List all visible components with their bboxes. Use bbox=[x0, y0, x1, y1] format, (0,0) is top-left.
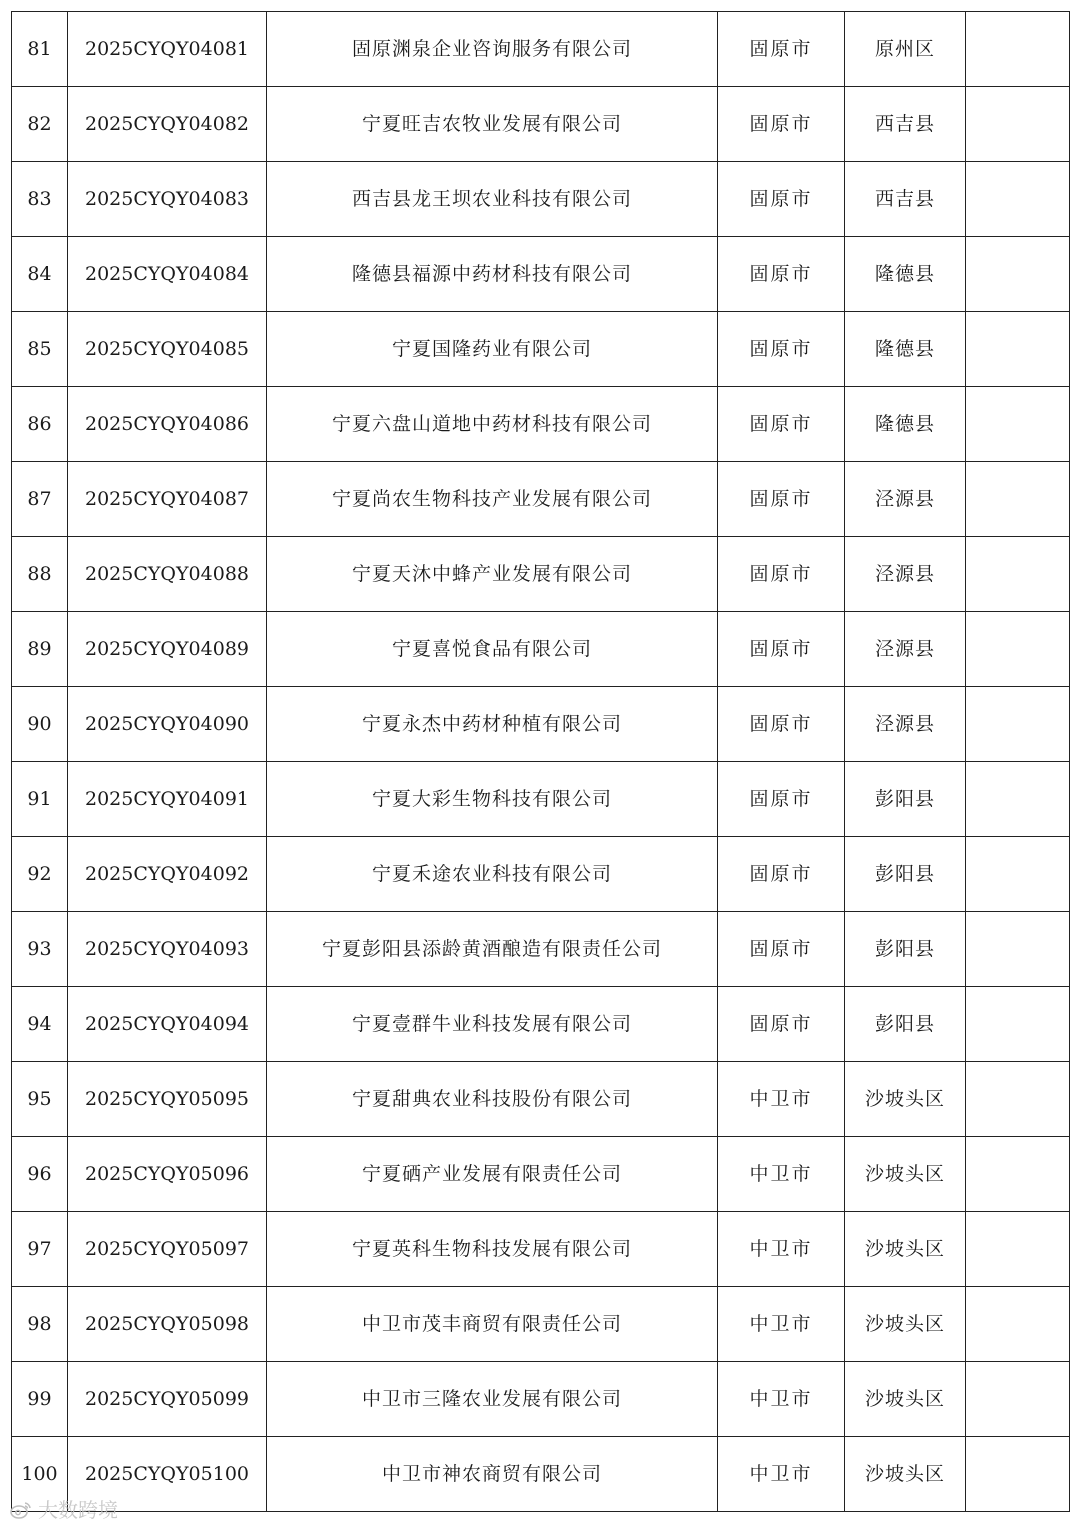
city-name: 固原市 bbox=[718, 312, 845, 387]
city-name: 固原市 bbox=[718, 687, 845, 762]
note-cell bbox=[966, 162, 1070, 237]
table-row bbox=[12, 87, 1070, 162]
city-name: 固原市 bbox=[718, 87, 845, 162]
company-name: 宁夏天沐中蜂产业发展有限公司 bbox=[267, 537, 718, 612]
row-index: 96 bbox=[12, 1137, 68, 1212]
district-name: 彭阳县 bbox=[845, 762, 966, 837]
district-name: 西吉县 bbox=[845, 162, 966, 237]
weibo-icon bbox=[10, 1500, 32, 1518]
company-name: 宁夏尚农生物科技产业发展有限公司 bbox=[267, 462, 718, 537]
district-name: 西吉县 bbox=[845, 87, 966, 162]
company-name: 宁夏国隆药业有限公司 bbox=[267, 312, 718, 387]
district-name: 原州区 bbox=[845, 12, 966, 87]
row-index: 98 bbox=[12, 1287, 68, 1362]
city-name: 中卫市 bbox=[718, 1362, 845, 1437]
table-row bbox=[12, 462, 1070, 537]
city-name: 固原市 bbox=[718, 612, 845, 687]
table-row bbox=[12, 162, 1070, 237]
district-name: 泾源县 bbox=[845, 687, 966, 762]
company-name: 宁夏旺吉农牧业发展有限公司 bbox=[267, 87, 718, 162]
table-row bbox=[12, 687, 1070, 762]
company-code: 2025CYQY04086 bbox=[68, 387, 267, 462]
row-index: 86 bbox=[12, 387, 68, 462]
note-cell bbox=[966, 87, 1070, 162]
note-cell bbox=[966, 987, 1070, 1062]
note-cell bbox=[966, 912, 1070, 987]
district-name: 泾源县 bbox=[845, 612, 966, 687]
company-name: 宁夏硒产业发展有限责任公司 bbox=[267, 1137, 718, 1212]
row-index: 84 bbox=[12, 237, 68, 312]
company-name: 宁夏英科生物科技发展有限公司 bbox=[267, 1212, 718, 1287]
company-code: 2025CYQY04093 bbox=[68, 912, 267, 987]
row-index: 94 bbox=[12, 987, 68, 1062]
city-name: 中卫市 bbox=[718, 1212, 845, 1287]
city-name: 固原市 bbox=[718, 387, 845, 462]
table-row bbox=[12, 912, 1070, 987]
company-code: 2025CYQY04090 bbox=[68, 687, 267, 762]
row-index: 93 bbox=[12, 912, 68, 987]
city-name: 中卫市 bbox=[718, 1062, 845, 1137]
table-body bbox=[12, 12, 1070, 1512]
table-row bbox=[12, 762, 1070, 837]
note-cell bbox=[966, 537, 1070, 612]
company-name: 中卫市三隆农业发展有限公司 bbox=[267, 1362, 718, 1437]
district-name: 隆德县 bbox=[845, 237, 966, 312]
company-code: 2025CYQY05098 bbox=[68, 1287, 267, 1362]
table-row bbox=[12, 237, 1070, 312]
city-name: 固原市 bbox=[718, 837, 845, 912]
company-name: 宁夏六盘山道地中药材科技有限公司 bbox=[267, 387, 718, 462]
note-cell bbox=[966, 1137, 1070, 1212]
row-index: 99 bbox=[12, 1362, 68, 1437]
district-name: 沙坡头区 bbox=[845, 1287, 966, 1362]
district-name: 泾源县 bbox=[845, 537, 966, 612]
table-row bbox=[12, 312, 1070, 387]
company-name: 宁夏永杰中药材种植有限公司 bbox=[267, 687, 718, 762]
table-row bbox=[12, 1062, 1070, 1137]
company-code: 2025CYQY05095 bbox=[68, 1062, 267, 1137]
row-index: 92 bbox=[12, 837, 68, 912]
district-name: 隆德县 bbox=[845, 312, 966, 387]
company-code: 2025CYQY04084 bbox=[68, 237, 267, 312]
city-name: 固原市 bbox=[718, 12, 845, 87]
city-name: 中卫市 bbox=[718, 1437, 845, 1512]
city-name: 固原市 bbox=[718, 462, 845, 537]
note-cell bbox=[966, 1062, 1070, 1137]
district-name: 沙坡头区 bbox=[845, 1437, 966, 1512]
row-index: 83 bbox=[12, 162, 68, 237]
city-name: 中卫市 bbox=[718, 1287, 845, 1362]
company-name: 宁夏大彩生物科技有限公司 bbox=[267, 762, 718, 837]
company-code: 2025CYQY05100 bbox=[68, 1437, 267, 1512]
row-index: 91 bbox=[12, 762, 68, 837]
table-row bbox=[12, 837, 1070, 912]
row-index: 85 bbox=[12, 312, 68, 387]
note-cell bbox=[966, 12, 1070, 87]
note-cell bbox=[966, 687, 1070, 762]
note-cell bbox=[966, 837, 1070, 912]
company-name: 宁夏壹群牛业科技发展有限公司 bbox=[267, 987, 718, 1062]
table-row bbox=[12, 12, 1070, 87]
table-row bbox=[12, 1437, 1070, 1512]
district-name: 沙坡头区 bbox=[845, 1362, 966, 1437]
district-name: 彭阳县 bbox=[845, 912, 966, 987]
row-index: 89 bbox=[12, 612, 68, 687]
company-code: 2025CYQY04085 bbox=[68, 312, 267, 387]
company-code: 2025CYQY04087 bbox=[68, 462, 267, 537]
table-row bbox=[12, 987, 1070, 1062]
table-row bbox=[12, 1137, 1070, 1212]
table-row bbox=[12, 387, 1070, 462]
company-code: 2025CYQY04092 bbox=[68, 837, 267, 912]
watermark bbox=[10, 1494, 118, 1523]
table-row bbox=[12, 1287, 1070, 1362]
row-index: 97 bbox=[12, 1212, 68, 1287]
city-name: 固原市 bbox=[718, 237, 845, 312]
note-cell bbox=[966, 387, 1070, 462]
district-name: 隆德县 bbox=[845, 387, 966, 462]
company-code: 2025CYQY04091 bbox=[68, 762, 267, 837]
note-cell bbox=[966, 312, 1070, 387]
company-code: 2025CYQY04088 bbox=[68, 537, 267, 612]
district-name: 沙坡头区 bbox=[845, 1062, 966, 1137]
note-cell bbox=[966, 1212, 1070, 1287]
company-name: 宁夏甜典农业科技股份有限公司 bbox=[267, 1062, 718, 1137]
company-name: 宁夏彭阳县添龄黄酒酿造有限责任公司 bbox=[267, 912, 718, 987]
table-row bbox=[12, 537, 1070, 612]
table-row bbox=[12, 1362, 1070, 1437]
district-name: 彭阳县 bbox=[845, 987, 966, 1062]
company-code: 2025CYQY04089 bbox=[68, 612, 267, 687]
row-index: 82 bbox=[12, 87, 68, 162]
city-name: 中卫市 bbox=[718, 1137, 845, 1212]
company-name: 固原渊泉企业咨询服务有限公司 bbox=[267, 12, 718, 87]
company-code: 2025CYQY04094 bbox=[68, 987, 267, 1062]
table-row bbox=[12, 612, 1070, 687]
company-name: 宁夏禾途农业科技有限公司 bbox=[267, 837, 718, 912]
row-index: 95 bbox=[12, 1062, 68, 1137]
note-cell bbox=[966, 1362, 1070, 1437]
company-code: 2025CYQY04083 bbox=[68, 162, 267, 237]
note-cell bbox=[966, 612, 1070, 687]
district-name: 沙坡头区 bbox=[845, 1137, 966, 1212]
company-name: 西吉县龙王坝农业科技有限公司 bbox=[267, 162, 718, 237]
company-name: 宁夏喜悦食品有限公司 bbox=[267, 612, 718, 687]
table-row bbox=[12, 1212, 1070, 1287]
district-name: 彭阳县 bbox=[845, 837, 966, 912]
company-list-table bbox=[11, 11, 1070, 1512]
city-name: 固原市 bbox=[718, 537, 845, 612]
row-index: 81 bbox=[12, 12, 68, 87]
note-cell bbox=[966, 1437, 1070, 1512]
company-code: 2025CYQY05099 bbox=[68, 1362, 267, 1437]
district-name: 沙坡头区 bbox=[845, 1212, 966, 1287]
city-name: 固原市 bbox=[718, 762, 845, 837]
company-name: 中卫市神农商贸有限公司 bbox=[267, 1437, 718, 1512]
company-name: 中卫市茂丰商贸有限责任公司 bbox=[267, 1287, 718, 1362]
company-code: 2025CYQY04081 bbox=[68, 12, 267, 87]
city-name: 固原市 bbox=[718, 162, 845, 237]
note-cell bbox=[966, 1287, 1070, 1362]
company-code: 2025CYQY05097 bbox=[68, 1212, 267, 1287]
district-name: 泾源县 bbox=[845, 462, 966, 537]
row-index: 88 bbox=[12, 537, 68, 612]
company-code: 2025CYQY05096 bbox=[68, 1137, 267, 1212]
watermark-text: 大数跨境 bbox=[38, 1498, 118, 1522]
company-name: 隆德县福源中药材科技有限公司 bbox=[267, 237, 718, 312]
row-index: 100 bbox=[12, 1437, 68, 1512]
city-name: 固原市 bbox=[718, 912, 845, 987]
note-cell bbox=[966, 237, 1070, 312]
row-index: 87 bbox=[12, 462, 68, 537]
note-cell bbox=[966, 762, 1070, 837]
note-cell bbox=[966, 462, 1070, 537]
row-index: 90 bbox=[12, 687, 68, 762]
company-code: 2025CYQY04082 bbox=[68, 87, 267, 162]
city-name: 固原市 bbox=[718, 987, 845, 1062]
